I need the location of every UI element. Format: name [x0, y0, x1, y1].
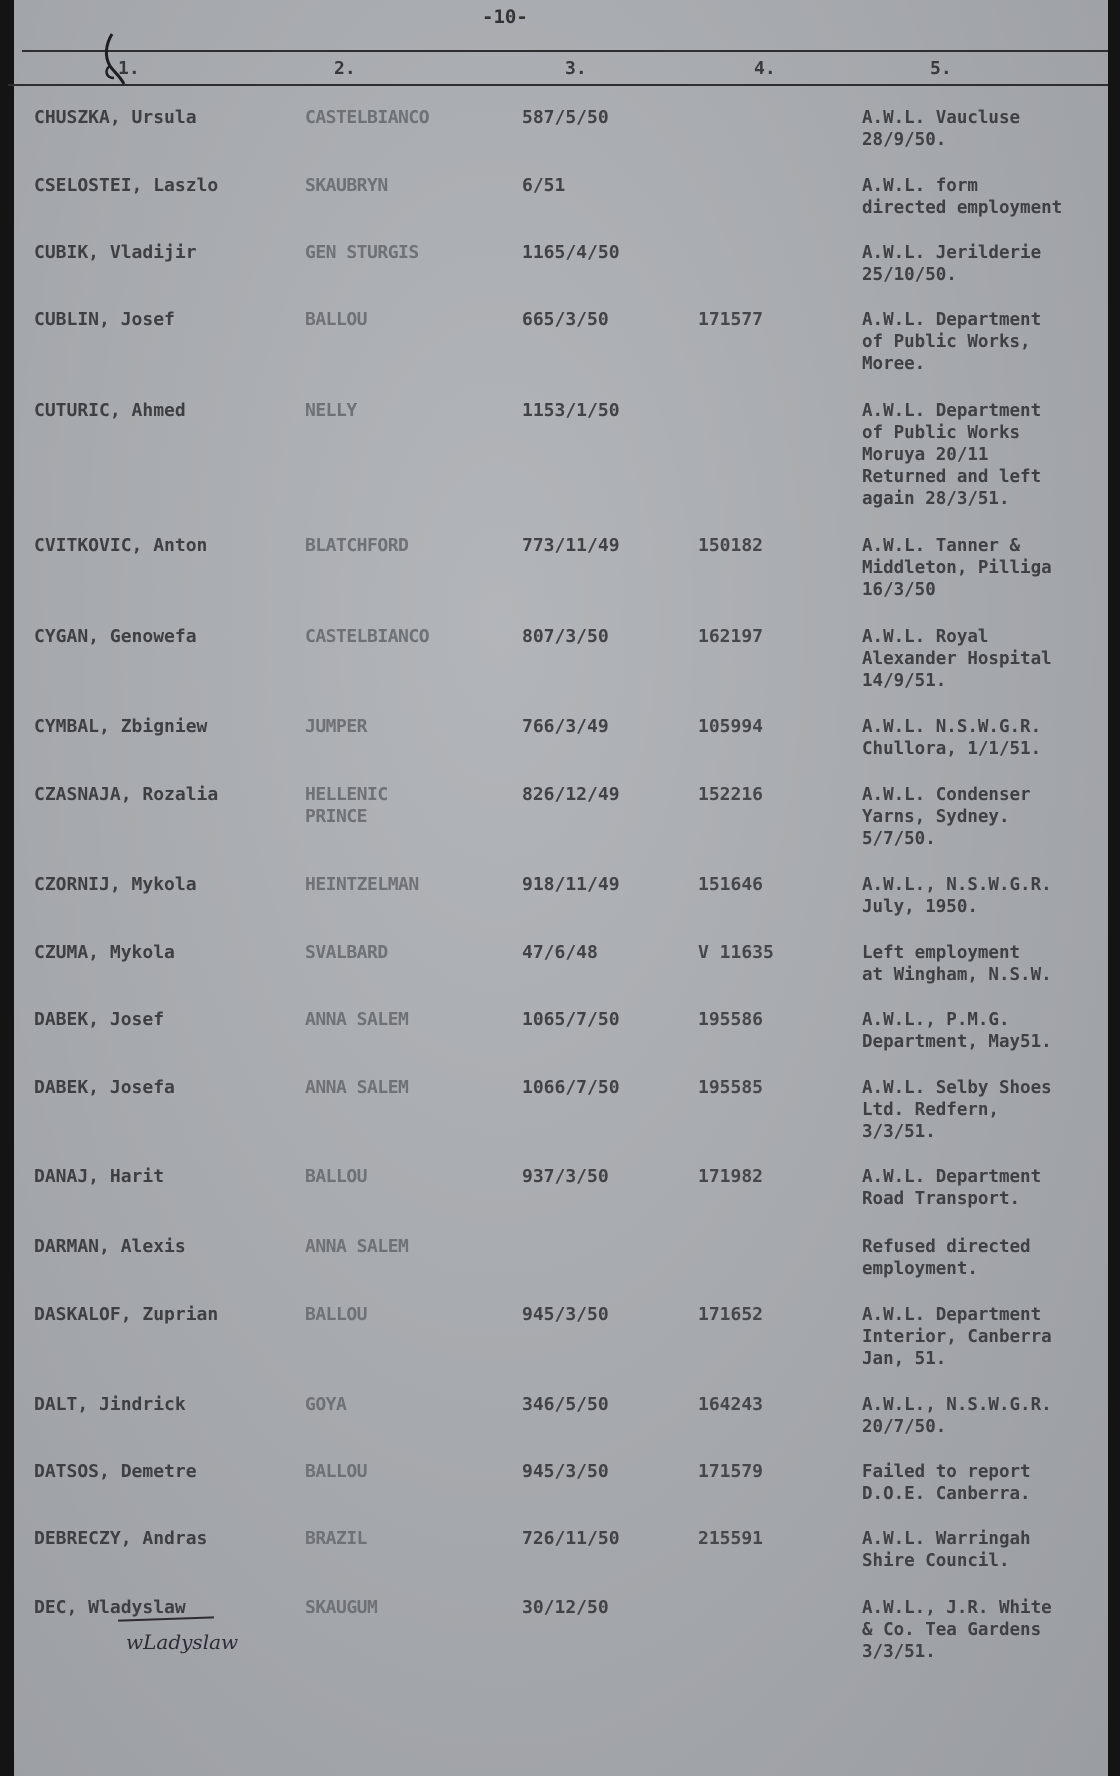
- pen-mark-icon: [100, 32, 130, 92]
- person-name: CZUMA, Mykola: [34, 942, 175, 963]
- remarks: A.W.L. Jerilderie 25/10/50.: [862, 243, 1042, 285]
- person-name: DEBRECZY, Andras: [34, 1528, 208, 1549]
- ship-name: GEN STURGIS: [305, 242, 419, 263]
- ship-name: JUMPER: [305, 716, 368, 737]
- reference-number: 1065/7/50: [522, 1009, 620, 1030]
- person-name: CZASNAJA, Rozalia: [34, 784, 219, 805]
- id-number: 151646: [698, 874, 764, 895]
- person-name: CVITKOVIC, Anton: [34, 535, 208, 556]
- person-name: CUBLIN, Josef: [34, 309, 175, 330]
- reference-number: 918/11/49: [522, 874, 620, 895]
- remarks: A.W.L. Vaucluse 28/9/50.: [862, 108, 1021, 150]
- ship-name: HELLENIC PRINCE: [305, 784, 388, 827]
- page-edge-shadow: [0, 0, 14, 1776]
- ship-name: ANNA SALEM: [305, 1236, 409, 1257]
- reference-number: 1066/7/50: [522, 1077, 620, 1098]
- remarks: A.W.L. Department of Public Works, Moree.: [862, 310, 1042, 374]
- column-header-1: 1.: [118, 58, 140, 79]
- ship-name: ANNA SALEM: [305, 1009, 409, 1030]
- ship-name: BALLOU: [305, 1304, 368, 1325]
- person-name: CHUSZKA, Ursula: [34, 107, 197, 128]
- remarks: Refused directed employment.: [862, 1237, 1031, 1279]
- column-header-5: 5.: [930, 58, 952, 79]
- reference-number: 665/3/50: [522, 309, 609, 330]
- ship-name: GOYA: [305, 1394, 347, 1415]
- ship-name: CASTELBIANCO: [305, 107, 430, 128]
- ship-name: BLATCHFORD: [305, 535, 409, 556]
- id-number: 105994: [698, 716, 764, 737]
- handwritten-correction: wLadyslaw: [126, 1630, 239, 1654]
- person-name: CUTURIC, Ahmed: [34, 400, 186, 421]
- header-rule-bottom: [8, 84, 1108, 86]
- reference-number: 1153/1/50: [522, 400, 620, 421]
- reference-number: 30/12/50: [522, 1597, 609, 1618]
- ship-name: SKAUGUM: [305, 1597, 378, 1618]
- reference-number: 945/3/50: [522, 1461, 609, 1482]
- ship-name: SKAUBRYN: [305, 175, 388, 196]
- ship-name: ANNA SALEM: [305, 1077, 409, 1098]
- remarks: A.W.L., N.S.W.G.R. 20/7/50.: [862, 1395, 1052, 1437]
- person-name: DALT, Jindrick: [34, 1394, 186, 1415]
- id-number: 171652: [698, 1304, 764, 1325]
- remarks: A.W.L. Department of Public Works Moruya 20/11 Returned and left again 28/3/51.: [862, 401, 1042, 509]
- person-name: DABEK, Josef: [34, 1009, 165, 1030]
- reference-number: 945/3/50: [522, 1304, 609, 1325]
- person-name: CYMBAL, Zbigniew: [34, 716, 208, 737]
- id-number: 164243: [698, 1394, 764, 1415]
- ship-name: BALLOU: [305, 309, 368, 330]
- reference-number: 346/5/50: [522, 1394, 609, 1415]
- remarks: A.W.L. Royal Alexander Hospital 14/9/51.: [862, 627, 1052, 691]
- remarks: Left employment at Wingham, N.S.W.: [862, 943, 1052, 985]
- ship-name: BRAZIL: [305, 1528, 368, 1549]
- remarks: A.W.L. N.S.W.G.R. Chullora, 1/1/51.: [862, 717, 1042, 759]
- reference-number: 773/11/49: [522, 535, 620, 556]
- column-header-2: 2.: [334, 58, 356, 79]
- id-number: 171982: [698, 1166, 764, 1187]
- remarks: A.W.L. form directed employment: [862, 176, 1063, 218]
- remarks: A.W.L., P.M.G. Department, May51.: [862, 1010, 1052, 1052]
- reference-number: 1165/4/50: [522, 242, 620, 263]
- person-name: CSELOSTEI, Laszlo: [34, 175, 219, 196]
- ship-name: NELLY: [305, 400, 357, 421]
- ship-name: SVALBARD: [305, 942, 388, 963]
- remarks: A.W.L., J.R. White & Co. Tea Gardens 3/3/51.: [862, 1598, 1052, 1662]
- reference-number: 826/12/49: [522, 784, 620, 805]
- id-number: V 11635: [698, 942, 774, 963]
- remarks: A.W.L. Department Interior, Canberra Jan, 51.: [862, 1305, 1052, 1369]
- person-name: DANAJ, Harit: [34, 1166, 165, 1187]
- reference-number: 587/5/50: [522, 107, 609, 128]
- ship-name: CASTELBIANCO: [305, 626, 430, 647]
- id-number: 171579: [698, 1461, 764, 1482]
- ship-name: HEINTZELMAN: [305, 874, 419, 895]
- column-header-3: 3.: [565, 58, 587, 79]
- id-number: 162197: [698, 626, 764, 647]
- person-name: DEC, Wladyslaw: [34, 1597, 186, 1618]
- id-number: 171577: [698, 309, 764, 330]
- reference-number: 47/6/48: [522, 942, 598, 963]
- id-number: 215591: [698, 1528, 764, 1549]
- person-name: DABEK, Josefa: [34, 1077, 175, 1098]
- remarks: A.W.L., N.S.W.G.R. July, 1950.: [862, 875, 1052, 917]
- person-name: DASKALOF, Zuprian: [34, 1304, 219, 1325]
- column-header-4: 4.: [754, 58, 776, 79]
- remarks: A.W.L. Warringah Shire Council.: [862, 1529, 1031, 1571]
- person-name: DARMAN, Alexis: [34, 1236, 186, 1257]
- reference-number: 726/11/50: [522, 1528, 620, 1549]
- page-number: -10-: [482, 6, 528, 28]
- person-name: CUBIK, Vladijir: [34, 242, 197, 263]
- id-number: 152216: [698, 784, 764, 805]
- id-number: 195585: [698, 1077, 764, 1098]
- remarks: A.W.L. Department Road Transport.: [862, 1167, 1042, 1209]
- remarks: A.W.L. Condenser Yarns, Sydney. 5/7/50.: [862, 785, 1031, 849]
- person-name: CZORNIJ, Mykola: [34, 874, 197, 895]
- reference-number: 807/3/50: [522, 626, 609, 647]
- person-name: DATSOS, Demetre: [34, 1461, 197, 1482]
- ship-name: BALLOU: [305, 1166, 368, 1187]
- remarks: Failed to report D.O.E. Canberra.: [862, 1462, 1031, 1504]
- header-rule-top: [22, 50, 1108, 52]
- ship-name: BALLOU: [305, 1461, 368, 1482]
- remarks: A.W.L. Selby Shoes Ltd. Redfern, 3/3/51.: [862, 1078, 1052, 1142]
- id-number: 195586: [698, 1009, 764, 1030]
- id-number: 150182: [698, 535, 764, 556]
- reference-number: 6/51: [522, 175, 566, 196]
- remarks: A.W.L. Tanner & Middleton, Pilliga 16/3/50: [862, 536, 1052, 600]
- reference-number: 937/3/50: [522, 1166, 609, 1187]
- person-name: CYGAN, Genowefa: [34, 626, 197, 647]
- reference-number: 766/3/49: [522, 716, 609, 737]
